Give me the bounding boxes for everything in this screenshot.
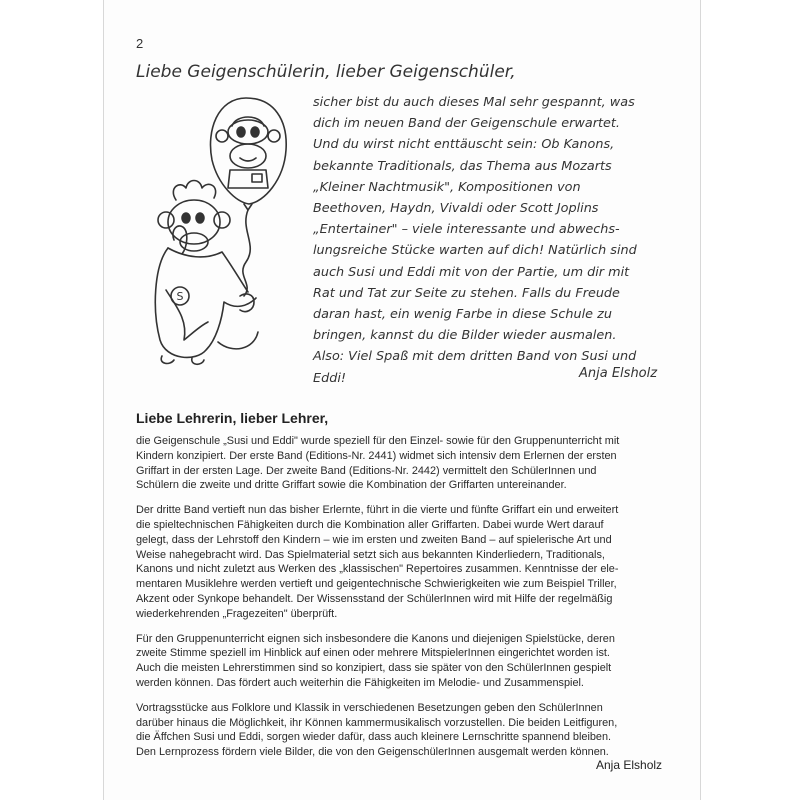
teacher-line: zweite Stimme speziell im Hinblick auf einen oder mehrere MitspielerInnen eingerichtet worden ist. bbox=[136, 647, 610, 660]
teacher-line: Griffart in der ersten Lage. Der zweite Band (Editions-Nr. 2442) vermittelt den SchülerInnen und bbox=[136, 464, 597, 477]
teacher-line: Kanons und nicht zuletzt aus Werken des „klassischen" Repertoires zusammen. Kenntnisse der ele- bbox=[136, 563, 619, 576]
kids-line: Und du wirst nicht enttäuscht sein: Ob Kanons, bbox=[313, 137, 615, 153]
teacher-heading: Liebe Lehrerin, lieber Lehrer, bbox=[136, 410, 329, 426]
teacher-line: Auch die meisten Lehrerstimmen sind so konzipiert, dass sie später von den SchülerInnen gespielt bbox=[136, 662, 612, 675]
teacher-letter-body bbox=[136, 434, 676, 770]
kids-line: daran hast, ein wenig Farbe in diese Schule zu bbox=[313, 307, 612, 323]
teacher-paragraph bbox=[136, 701, 676, 760]
teacher-paragraph bbox=[136, 434, 676, 493]
teacher-line: gelegt, dass der Lehrstoff den Kindern – wie im ersten und zweiten Band – auf spielerische Art und bbox=[136, 533, 612, 546]
teacher-line: Schülern die zweite und dritte Griffart sowie die Kombination der Griffarten untereinander. bbox=[136, 479, 567, 492]
teacher-line: mentaren Musiklehre werden vertieft und geigentechnische Schwierigkeiten wie zum Beispiel Triller, bbox=[136, 578, 617, 591]
kids-line: „Kleiner Nachtmusik", Kompositionen von bbox=[313, 179, 581, 195]
teacher-line: Der dritte Band vertieft nun das bisher Erlernte, führt in die vierte und fünfte Griffart ein und erweitert bbox=[136, 504, 619, 517]
teacher-line: darüber hinaus die Möglichkeit, ihr Können kammermusikalisch vorzustellen. Die beiden Leitfiguren, bbox=[136, 716, 618, 729]
teacher-signature: Anja Elsholz bbox=[596, 758, 663, 772]
kids-line: sicher bist du auch dieses Mal sehr gespannt, was bbox=[313, 95, 635, 110]
kids-signature: Anja Elsholz bbox=[579, 366, 658, 381]
kids-letter-body bbox=[313, 92, 688, 389]
kids-salutation: Liebe Geigenschülerin, lieber Geigenschüler, bbox=[136, 62, 516, 82]
teacher-paragraph bbox=[136, 503, 676, 621]
kids-line: Beethoven, Haydn, Vivaldi oder Scott Joplins bbox=[313, 201, 599, 217]
monkey-body bbox=[155, 248, 256, 357]
monkey-balloon-illustration bbox=[136, 70, 308, 370]
teacher-line: die Äffchen Susi und Eddi, sorgen wieder dafür, dass auch kleinere Lernschritte spannend bleiben. bbox=[136, 731, 612, 744]
teacher-line: die spieltechnischen Fähigkeiten durch die Kombination aller Griffarten. Dabei wurde Wert darauf bbox=[136, 518, 604, 531]
teacher-line: Für den Gruppenunterricht eignen sich insbesondere die Kanons und diejenigen Spielstücke, deren bbox=[136, 632, 615, 645]
kids-line: „Entertainer" – viele interessante und abwechs- bbox=[313, 222, 620, 238]
kids-line: Also: Viel Spaß mit dem dritten Band von Susi und bbox=[313, 349, 637, 365]
teacher-line: die Geigenschule „Susi und Eddi" wurde speziell für den Einzel- sowie für den Gruppenunterricht mit bbox=[136, 435, 620, 447]
kids-line: lungsreiche Stücke warten auf dich! Natürlich sind bbox=[313, 243, 637, 259]
page-number: 2 bbox=[136, 36, 144, 51]
kids-line: Rat und Tat zur Seite zu stehen. Falls du Freude bbox=[313, 285, 620, 301]
badge-letter: S bbox=[176, 290, 184, 303]
teacher-line: Den Lernprozess fördern viele Bilder, die von den GeigenschülerInnen ausgemalt werden können. bbox=[136, 746, 609, 759]
kids-line: bekannte Traditionals, das Thema aus Mozarts bbox=[313, 158, 612, 174]
kids-line: dich im neuen Band der Geigenschule erwartet. bbox=[313, 116, 620, 132]
monkey-hair bbox=[173, 181, 215, 201]
teacher-line: werden können. Das fördert auch weiterhin die Fähigkeiten im Melodie- und Zusammenspiel. bbox=[136, 676, 584, 689]
teacher-line: Akzent oder Synkope behandelt. Der Wissensstand der SchülerInnen wird mit Hilfe der regelmäßig bbox=[136, 592, 613, 605]
teacher-line: wiederkehrenden „Fragezeiten" überprüft. bbox=[136, 607, 338, 620]
teacher-paragraph bbox=[136, 632, 676, 691]
teacher-line: Kindern konzipiert. Der erste Band (Editions-Nr. 2441) widmet sich intensiv dem Erlernen der ersten bbox=[136, 449, 617, 462]
teacher-line: Vortragsstücke aus Folklore und Klassik in verschiedenen Besetzungen geben den SchülerInnen bbox=[136, 701, 603, 714]
teacher-line: Weise nahegebracht wird. Das Spielmaterial setzt sich aus bekannten Kinderliedern, Traditionals, bbox=[136, 548, 605, 561]
kids-line: bringen, kannst du die Bilder wieder ausmalen. bbox=[313, 328, 617, 344]
kids-line: auch Susi und Eddi mit von der Partie, um dir mit bbox=[313, 264, 630, 280]
kids-line: Eddi! bbox=[313, 370, 347, 386]
balloon-string bbox=[243, 210, 250, 296]
